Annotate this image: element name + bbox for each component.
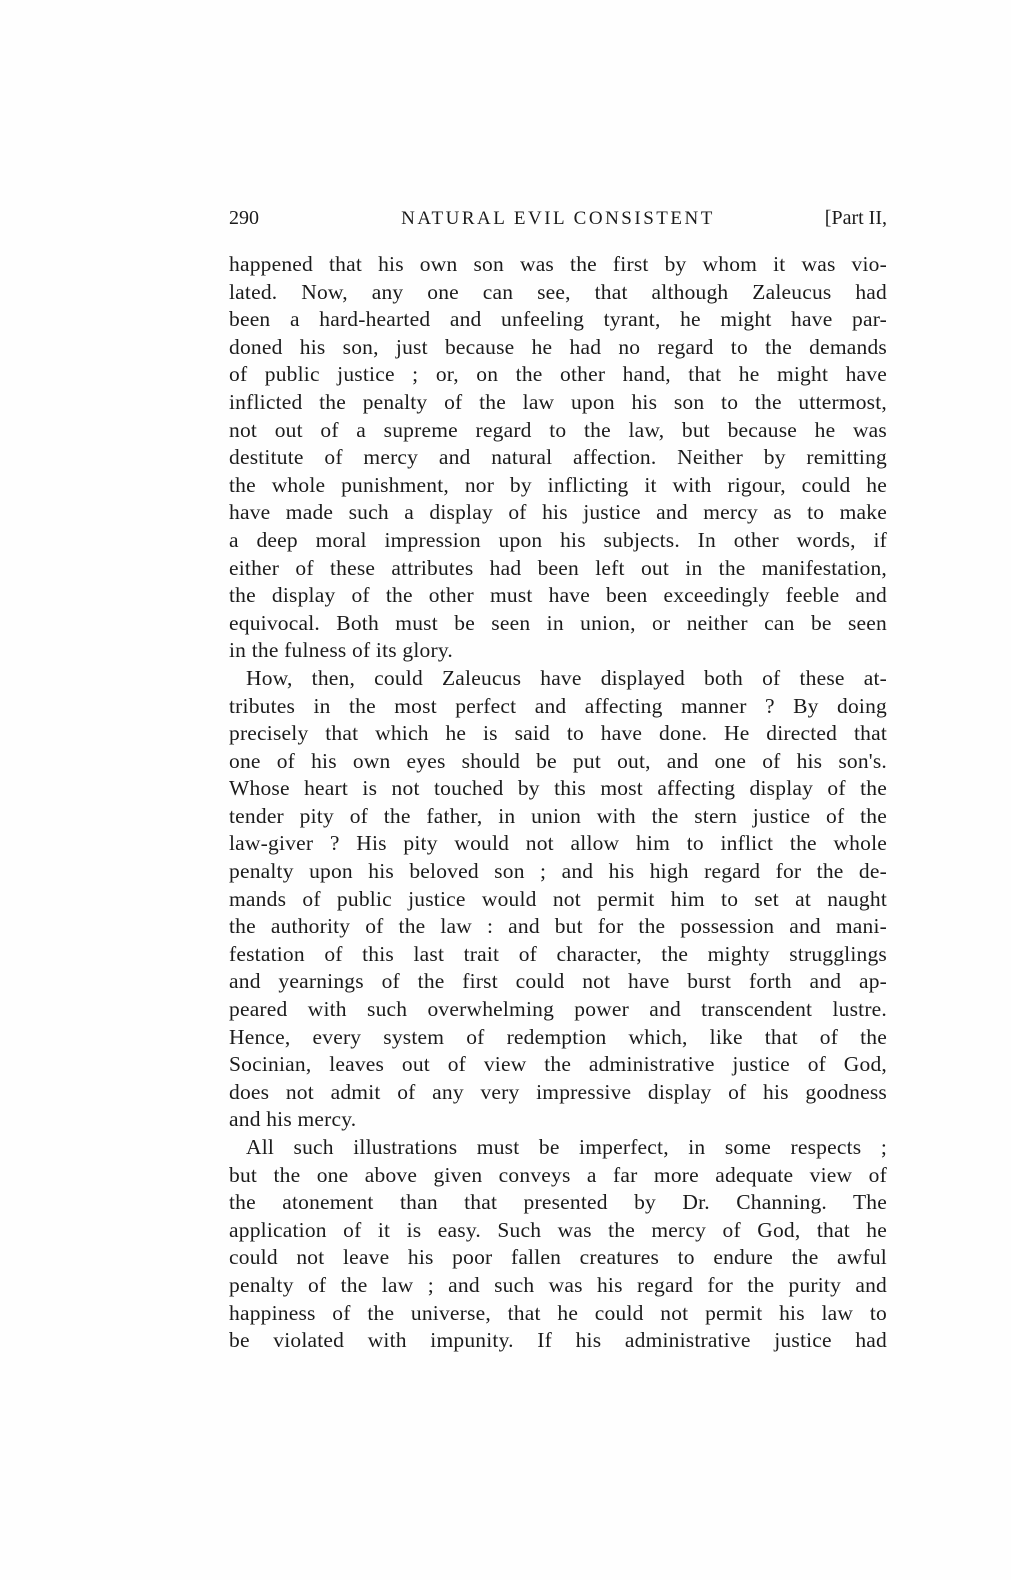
text-line: law-giver ? His pity would not allow him to inflict the whole [229, 831, 887, 856]
text-line: All such illustrations must be imperfect, in some respects ; [246, 1135, 887, 1159]
text-line: of public justice ; or, on the other hand, that he might have [229, 362, 887, 387]
text-line: peared with such overwhelming power and transcendent lustre. [229, 997, 887, 1022]
text-line: precisely that which he is said to have done. He directed that [229, 721, 887, 746]
text-line: happiness of the universe, that he could not permit his law to [229, 1300, 887, 1325]
text-line: Socinian, leaves out of view the administrative justice of God, [229, 1052, 887, 1077]
text-line: lated. Now, any one can see, that although Zaleucus had [229, 279, 887, 304]
text-line: penalty of the law ; and such was his regard for the purity and [229, 1272, 887, 1297]
paragraph [229, 1134, 887, 1355]
text-line: the display of the other must have been exceedingly feeble and [229, 583, 887, 608]
text-line: the atonement than that presented by Dr. Channing. The [229, 1190, 887, 1215]
text-line: equivocal. Both must be seen in union, or neither can be seen [229, 610, 887, 635]
text-line: does not admit of any very impressive display of his goodness [229, 1079, 887, 1104]
page-number: 290 [229, 207, 259, 229]
text-line: penalty upon his beloved son ; and his high regard for the de- [229, 859, 887, 884]
page-header [229, 207, 887, 230]
text-line: inflicted the penalty of the law upon his son to the uttermost, [229, 389, 887, 414]
text-line: doned his son, just because he had no regard to the demands [229, 334, 887, 359]
paragraph [229, 251, 887, 665]
text-line: tributes in the most perfect and affecting manner ? By doing [229, 693, 887, 718]
text-line: not out of a supreme regard to the law, but because he was [229, 417, 887, 442]
paragraph [229, 665, 887, 1134]
text-line: mands of public justice would not permit him to set at naught [229, 886, 887, 911]
text-block [229, 207, 887, 1355]
text-line: a deep moral impression upon his subjects. In other words, if [229, 527, 887, 552]
text-line: could not leave his poor fallen creatures to endure the awful [229, 1245, 887, 1270]
text-line: Hence, every system of redemption which, like that of the [229, 1024, 887, 1049]
text-line: the authority of the law : and but for the possession and mani- [229, 914, 887, 939]
text-line: one of his own eyes should be put out, and one of his son's. [229, 748, 887, 773]
text-line: been a hard-hearted and unfeeling tyrant, he might have par- [229, 307, 887, 332]
text-line: Whose heart is not touched by this most affecting display of the [229, 776, 887, 801]
text-line: in the fulness of its glory. [229, 638, 453, 663]
page-body [229, 251, 887, 1355]
text-line: tender pity of the father, in union with the stern justice of the [229, 803, 887, 828]
part-label: [Part II, [824, 207, 887, 229]
text-line: happened that his own son was the first by whom it was vio- [229, 252, 887, 276]
text-line: and his mercy. [229, 1107, 357, 1132]
text-line: festation of this last trait of character, the mighty strugglings [229, 941, 887, 966]
text-line: and yearnings of the first could not have burst forth and ap- [229, 969, 887, 994]
text-line: but the one above given conveys a far more adequate view of [229, 1162, 887, 1187]
text-line: have made such a display of his justice and mercy as to make [229, 500, 887, 525]
text-line: be violated with impunity. If his administrative justice had [229, 1328, 887, 1353]
text-line: How, then, could Zaleucus have displayed both of these at- [246, 665, 887, 690]
text-line: the whole punishment, nor by inflicting it with rigour, could he [229, 472, 887, 497]
text-line: destitute of mercy and natural affection. Neither by remitting [229, 445, 887, 470]
text-line: either of these attributes had been left out in the manifestation, [229, 555, 887, 580]
running-title: NATURAL EVIL CONSISTENT [401, 208, 715, 229]
text-line: application of it is easy. Such was the mercy of God, that he [229, 1217, 887, 1242]
